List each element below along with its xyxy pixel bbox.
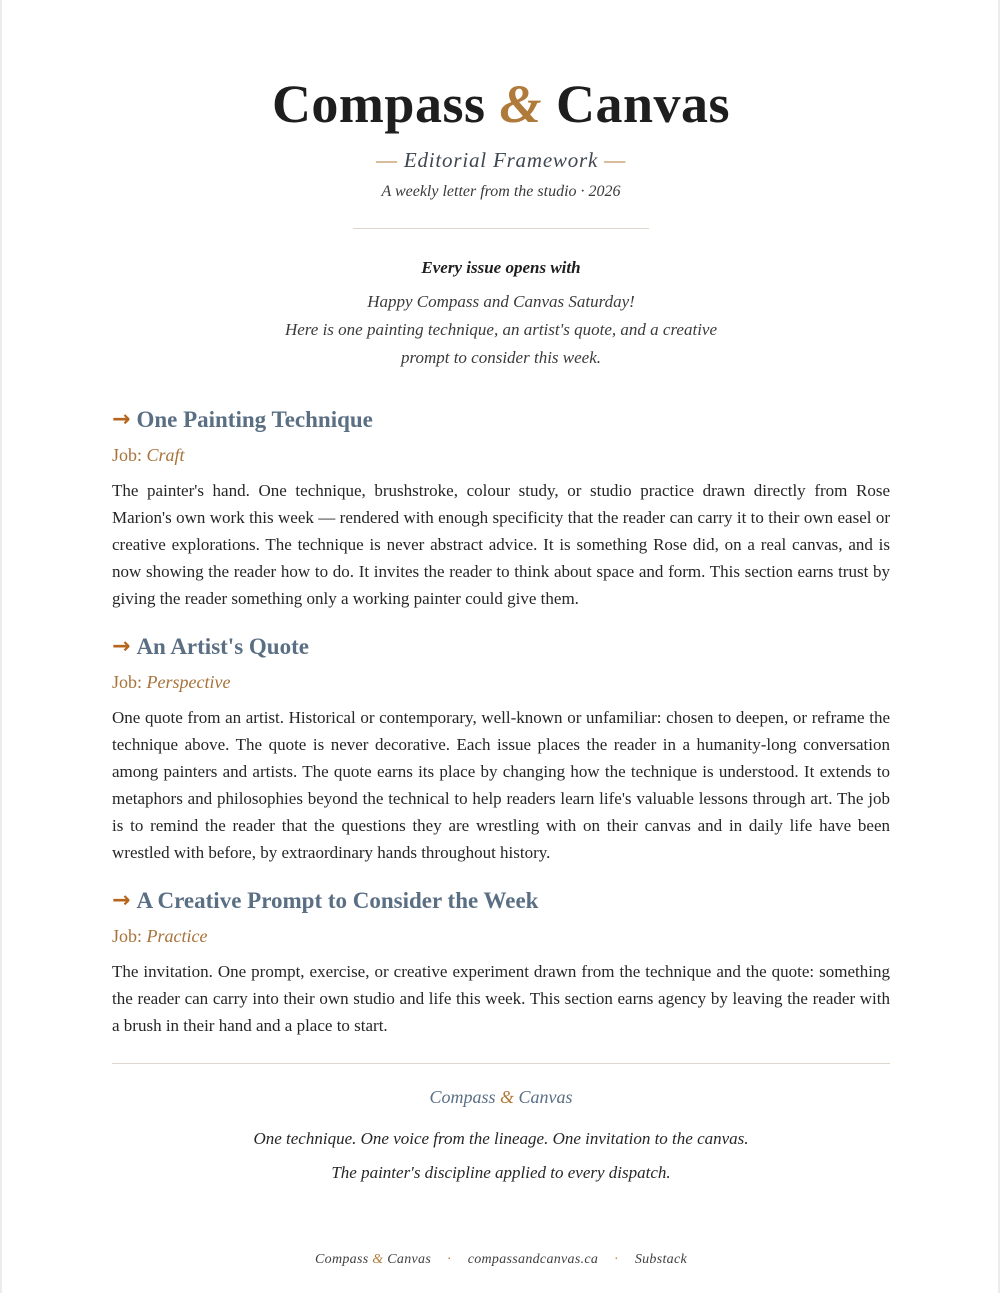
arrow-right-icon: → [112, 888, 131, 913]
footer-brand-part-1: Compass [315, 1252, 369, 1267]
section-job [112, 924, 890, 948]
section-artist-quote [112, 632, 890, 883]
section-body: The invitation. One prompt, exercise, or creative experiment drawn from the technique and the quote: something the reader can carry into their own studio and life this week. This section earns agency by leaving the reader with a brush in their hand and a place to start. [112, 962, 890, 1035]
section-job [112, 670, 890, 694]
section-creative-prompt [112, 886, 890, 1056]
job-label: Job: [112, 672, 143, 692]
section-body: The painter's hand. One technique, brushstroke, colour study, or studio practice drawn directly from Rose Marion's own work this week — rendered with enough specificity that the reader can carry it to their own easel or creative explorations. The technique is never abstract advice. It is something Rose did, on a real canvas, and is now showing the reader how to do. It invites the reader to think about space and form. This section earns trust by giving the reader something only a working painter could give them. [112, 481, 890, 608]
section-heading [112, 886, 890, 916]
footer-platform-link[interactable]: Substack [634, 1252, 687, 1267]
job-label: Job: [112, 926, 143, 946]
section-body: One quote from an artist. Historical or contemporary, well-known or unfamiliar: chosen to deepen, or reframe the technique above. The quote is never decorative. Each issue places the reader in a humanity-long conversation among painters and artists. The quote earns its place by changing how the technique is understood. It extends to metaphors and philosophies beyond the technical to help readers learn life's valuable lessons through art. The job is to remind the reader that the questions they are wrestling with on their canvas and in daily life have been wrestled with before, by extraordinary hands throughout history. [112, 708, 890, 862]
footer-website-link[interactable]: compassandcanvas.ca [467, 1252, 599, 1267]
subtitle-dash-right: — [604, 148, 627, 172]
signoff-discipline: The painter's discipline applied to every dispatch. [331, 1163, 671, 1182]
signoff-brand-part-2: Canvas [518, 1087, 573, 1107]
masthead [112, 72, 890, 201]
section-job [112, 443, 890, 467]
newsletter-subtitle [112, 148, 890, 173]
subtitle-dash-left: — [375, 148, 398, 172]
title-part-1: Compass [271, 74, 486, 134]
section-heading-text: A Creative Prompt to Consider the Week [136, 888, 539, 913]
footer-brand [315, 1252, 435, 1267]
intro-label: Every issue opens with [421, 258, 581, 277]
arrow-right-icon: → [112, 634, 131, 659]
section-painting-technique [112, 405, 890, 629]
signoff-motto: One technique. One voice from the lineage. One invitation to the canvas. [253, 1129, 749, 1148]
job-label: Job: [112, 445, 143, 465]
signoff-brand [112, 1087, 890, 1108]
newsletter-title [112, 72, 890, 136]
title-ampersand: & [499, 74, 542, 134]
section-heading [112, 632, 890, 662]
intro-description: Here is one painting technique, an artist's quote, and a creative prompt to consider this week. [284, 320, 718, 367]
intro-body [281, 288, 721, 372]
masthead-divider [353, 228, 649, 229]
signoff-brand-part-1: Compass [429, 1087, 496, 1107]
intro-greeting: Happy Compass and Canvas Saturday! [367, 292, 635, 311]
intro-block [112, 258, 890, 372]
footer-separator: · [446, 1252, 452, 1267]
footer-ampersand: & [372, 1252, 384, 1267]
signoff-ampersand: & [500, 1087, 515, 1107]
tagline: A weekly letter from the studio · 2026 [381, 183, 621, 200]
section-heading-text: An Artist's Quote [136, 634, 309, 659]
section-heading [112, 405, 890, 435]
signoff-divider [112, 1063, 890, 1064]
subtitle-text: Editorial Framework [403, 148, 599, 172]
arrow-right-icon: → [112, 407, 131, 432]
title-part-2: Canvas [556, 74, 731, 134]
job-value: Perspective [146, 672, 231, 692]
section-heading-text: One Painting Technique [136, 407, 373, 432]
signoff-block [112, 1087, 890, 1190]
job-value: Practice [146, 926, 208, 946]
job-value: Craft [146, 445, 185, 465]
page-edge-left [0, 0, 2, 1293]
footer-brand-part-2: Canvas [387, 1252, 432, 1267]
footer-separator: · [614, 1252, 619, 1267]
page-footer [112, 1252, 890, 1268]
